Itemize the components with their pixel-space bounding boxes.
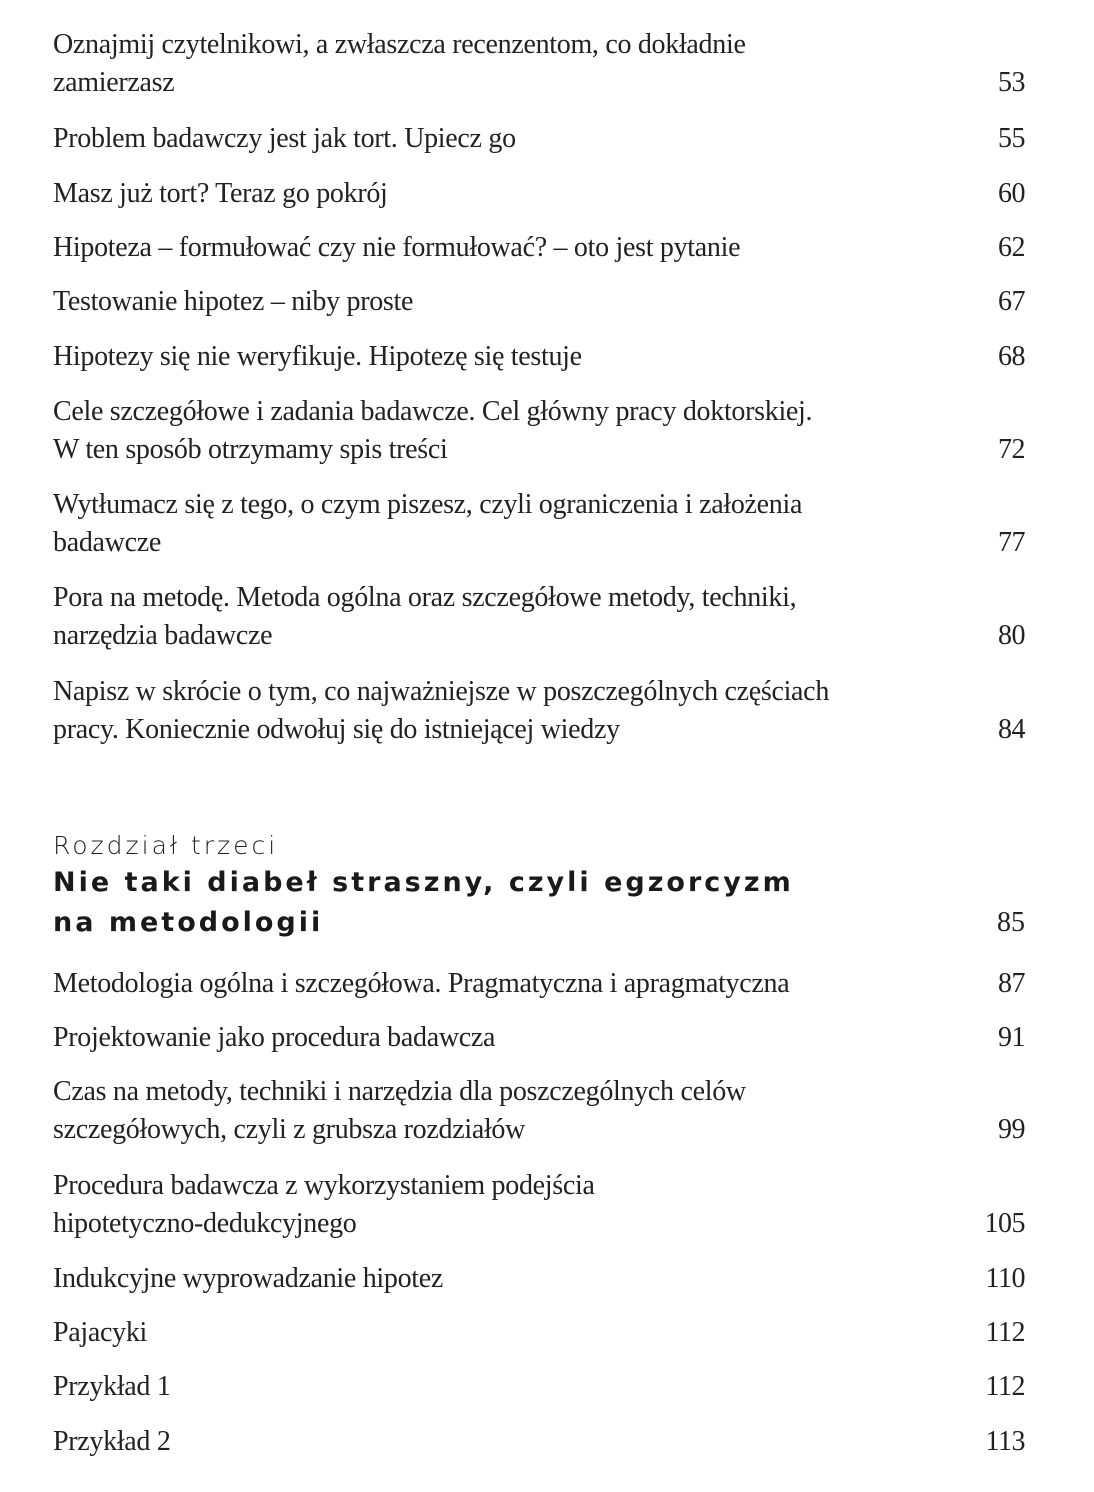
chapter-heading [53, 829, 1025, 943]
toc-entry-title: Masz już tort? Teraz go pokrój [53, 178, 388, 209]
toc-entry-page: 84 [998, 714, 1025, 745]
toc-entry [53, 338, 1025, 376]
toc-entry-page: 105 [984, 1208, 1025, 1239]
toc-entry [53, 175, 1025, 213]
toc-entry-page: 77 [998, 527, 1025, 558]
toc-entry-title: Indukcyjne wyprowadzanie hipotez [53, 1263, 444, 1294]
chapter-title: Nie taki diabeł straszny, czyli egzorcyzm na metodologii [53, 867, 794, 938]
toc-entry-title: Procedura badawcza z wykorzystaniem podejścia hipotetyczno-dedukcyjnego [53, 1170, 595, 1239]
toc-entry-title: Hipoteza – formułować czy nie formułować? – oto jest pytanie [53, 232, 741, 263]
toc-entry-title: Problem badawczy jest jak tort. Upiecz go [53, 123, 516, 154]
toc-entry-page: 60 [998, 178, 1025, 209]
toc-entry [53, 579, 1025, 655]
toc-entry-page: 72 [998, 434, 1025, 465]
toc-entry-page: 80 [998, 620, 1025, 651]
toc-entry-page: 62 [998, 232, 1025, 263]
toc-entry-title: Wytłumacz się z tego, o czym piszesz, czyli ograniczenia i założenia badawcze [53, 489, 803, 558]
toc-entry-title: Przykład 1 [53, 1371, 171, 1402]
chapter-label: Rozdział trzeci [53, 831, 279, 860]
toc-entry-page: 112 [985, 1371, 1025, 1402]
toc-entry-page: 87 [998, 968, 1025, 999]
toc-entry-title: Projektowanie jako procedura badawcza [53, 1022, 496, 1053]
toc-entry [53, 1368, 1025, 1406]
toc-entry-page: 113 [985, 1426, 1025, 1457]
toc-entry [53, 965, 1025, 1003]
toc-entry [53, 1314, 1025, 1352]
chapter-page: 85 [997, 907, 1025, 938]
toc-entry [53, 1423, 1025, 1461]
toc-entry-page: 112 [985, 1317, 1025, 1348]
toc-entry-page: 99 [998, 1114, 1025, 1145]
toc-entry-page: 110 [985, 1263, 1025, 1294]
toc-entry-title: Hipotezy się nie weryfikuje. Hipotezę się testuje [53, 341, 582, 372]
toc-entry-title: Oznajmij czytelnikowi, a zwłaszcza recenzentom, co dokładnie zamierzasz [53, 29, 746, 98]
toc-entry [53, 26, 1025, 102]
toc-entry-title: Testowanie hipotez – niby proste [53, 286, 414, 317]
toc-entry [53, 1019, 1025, 1057]
toc-entry-title: Cele szczegółowe i zadania badawcze. Cel główny pracy doktorskiej. W ten sposób otrzymamy spis treści [53, 396, 813, 465]
toc-entry [53, 229, 1025, 267]
toc-entry [53, 1073, 1025, 1149]
toc-entry [53, 1167, 1025, 1243]
toc-entry [53, 1260, 1025, 1298]
toc-entry [53, 120, 1025, 158]
toc-entry-title: Napisz w skrócie o tym, co najważniejsze w poszczególnych częściach pracy. Koniecznie odwołuj się do istniejącej wiedzy [53, 676, 830, 745]
toc-entry-title: Metodologia ogólna i szczegółowa. Pragmatyczna i apragmatyczna [53, 968, 790, 999]
toc-entry-title: Przykład 2 [53, 1426, 171, 1457]
toc-entry-page: 68 [998, 341, 1025, 372]
toc-entry-page: 55 [998, 123, 1025, 154]
toc-entry [53, 486, 1025, 562]
toc-entry-title: Pora na metodę. Metoda ogólna oraz szczegółowe metody, techniki, narzędzia badawcze [53, 582, 797, 651]
toc-entry-title: Czas na metody, techniki i narzędzia dla poszczególnych celów szczegółowych, czyli z grubsza rozdziałów [53, 1076, 746, 1145]
toc-entry [53, 283, 1025, 321]
toc-entry-page: 91 [998, 1022, 1025, 1053]
toc-entry-page: 67 [998, 286, 1025, 317]
toc-entry [53, 393, 1025, 469]
toc-entry-page: 53 [998, 67, 1025, 98]
toc-entry-title: Pajacyki [53, 1317, 148, 1348]
toc-entry [53, 673, 1025, 749]
